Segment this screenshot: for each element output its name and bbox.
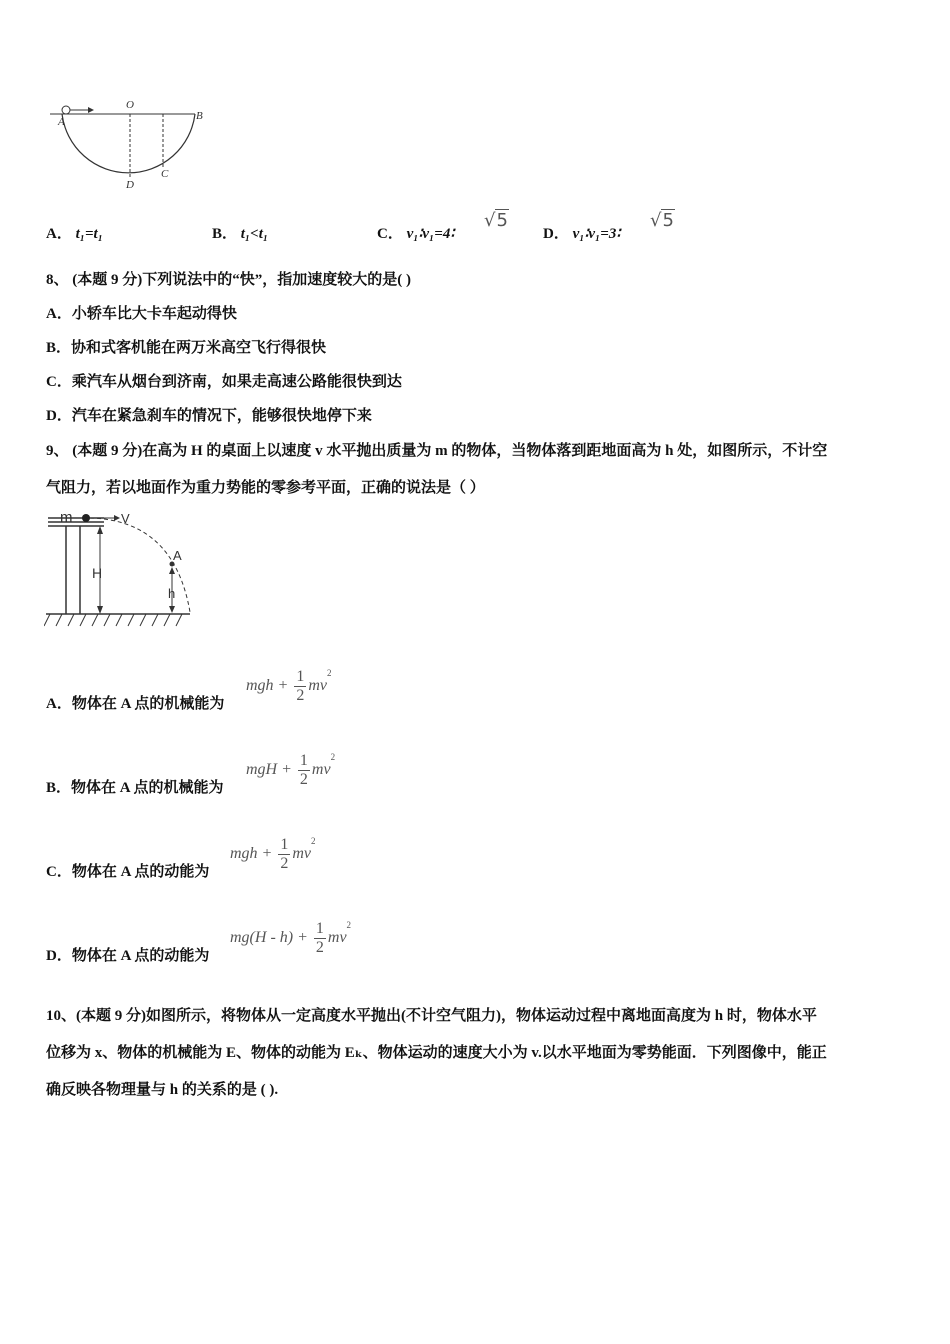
q8-option-b: B．协和式客机能在两万米高空飞行得很快 — [46, 340, 327, 356]
q8-stem: 8、 (本题 9 分)下列说法中的“快”，指加速度较大的是( ) — [46, 272, 411, 288]
q7-option-a: A． t₁=t₁ — [46, 226, 103, 242]
label-d: D — [126, 179, 134, 191]
q8-option-a: A．小轿车比大卡车起动得快 — [46, 306, 237, 322]
q10-line3: 确反映各物理量与 h 的关系的是 ( ). — [46, 1082, 279, 1098]
q9-option-a-formula: mgh + $\frac{1}{2}$ $mv^2$ — [246, 668, 332, 704]
q7-option-c: C． v₁∶v₁=4∶ — [377, 226, 455, 242]
q9-option-d-formula: mg(H - h) + $\frac{1}{2}$ $mv^2$ — [230, 920, 352, 956]
q7-option-b: B． t₁<t₁ — [212, 226, 269, 242]
q7-option-c-sqrt: √5 — [484, 210, 508, 231]
label-a: A — [58, 116, 65, 128]
semicircle-track-figure — [40, 95, 220, 195]
label-c: C — [161, 168, 169, 180]
q7-option-d: D． v₁∶v₁=3∶ — [543, 226, 621, 242]
q7-option-d-sqrt: √5 — [650, 210, 674, 231]
projectile-figure — [44, 506, 194, 634]
q9-option-c-formula: mgh + $\frac{1}{2}$ $mv^2$ — [230, 836, 316, 872]
q9-option-a: A．物体在 A 点的机械能为 — [46, 696, 225, 712]
q8-option-d: D．汽车在紧急刹车的情况下，能够很快地停下来 — [46, 408, 372, 424]
q9-stem-line2: 气阻力，若以地面作为重力势能的零参考平面，正确的说法是（ ） — [46, 480, 485, 496]
label-b: B — [196, 110, 203, 122]
q9-option-c: C．物体在 A 点的动能为 — [46, 864, 210, 880]
label-h-upper: H — [92, 565, 103, 581]
label-a-point: A — [173, 548, 182, 563]
q10-line2: 位移为 x、物体的机械能为 E、物体的动能为 Eₖ、物体运动的速度大小为 v.以水平地面为零势能面．下列图像中，能正 — [46, 1045, 827, 1061]
label-v: V — [121, 511, 130, 526]
label-o: O — [126, 99, 134, 111]
q9-stem-line1: 9、 (本题 9 分)在高为 H 的桌面上以速度 v 水平抛出质量为 m 的物体，当物体落到距地面高为 h 处，如图所示，不计空 — [46, 443, 828, 459]
q9-option-d: D．物体在 A 点的动能为 — [46, 948, 210, 964]
label-h-lower: h — [168, 586, 176, 601]
q10-line1: 10、(本题 9 分)如图所示，将物体从一定高度水平抛出(不计空气阻力)，物体运动过程中离地面高度为 h 时，物体水平 — [46, 1008, 817, 1024]
q9-option-b: B．物体在 A 点的机械能为 — [46, 780, 224, 796]
label-m: m — [60, 509, 73, 526]
q8-option-c: C．乘汽车从烟台到济南，如果走高速公路能很快到达 — [46, 374, 402, 390]
q9-option-b-formula: mgH + $\frac{1}{2}$ $mv^2$ — [246, 752, 336, 788]
